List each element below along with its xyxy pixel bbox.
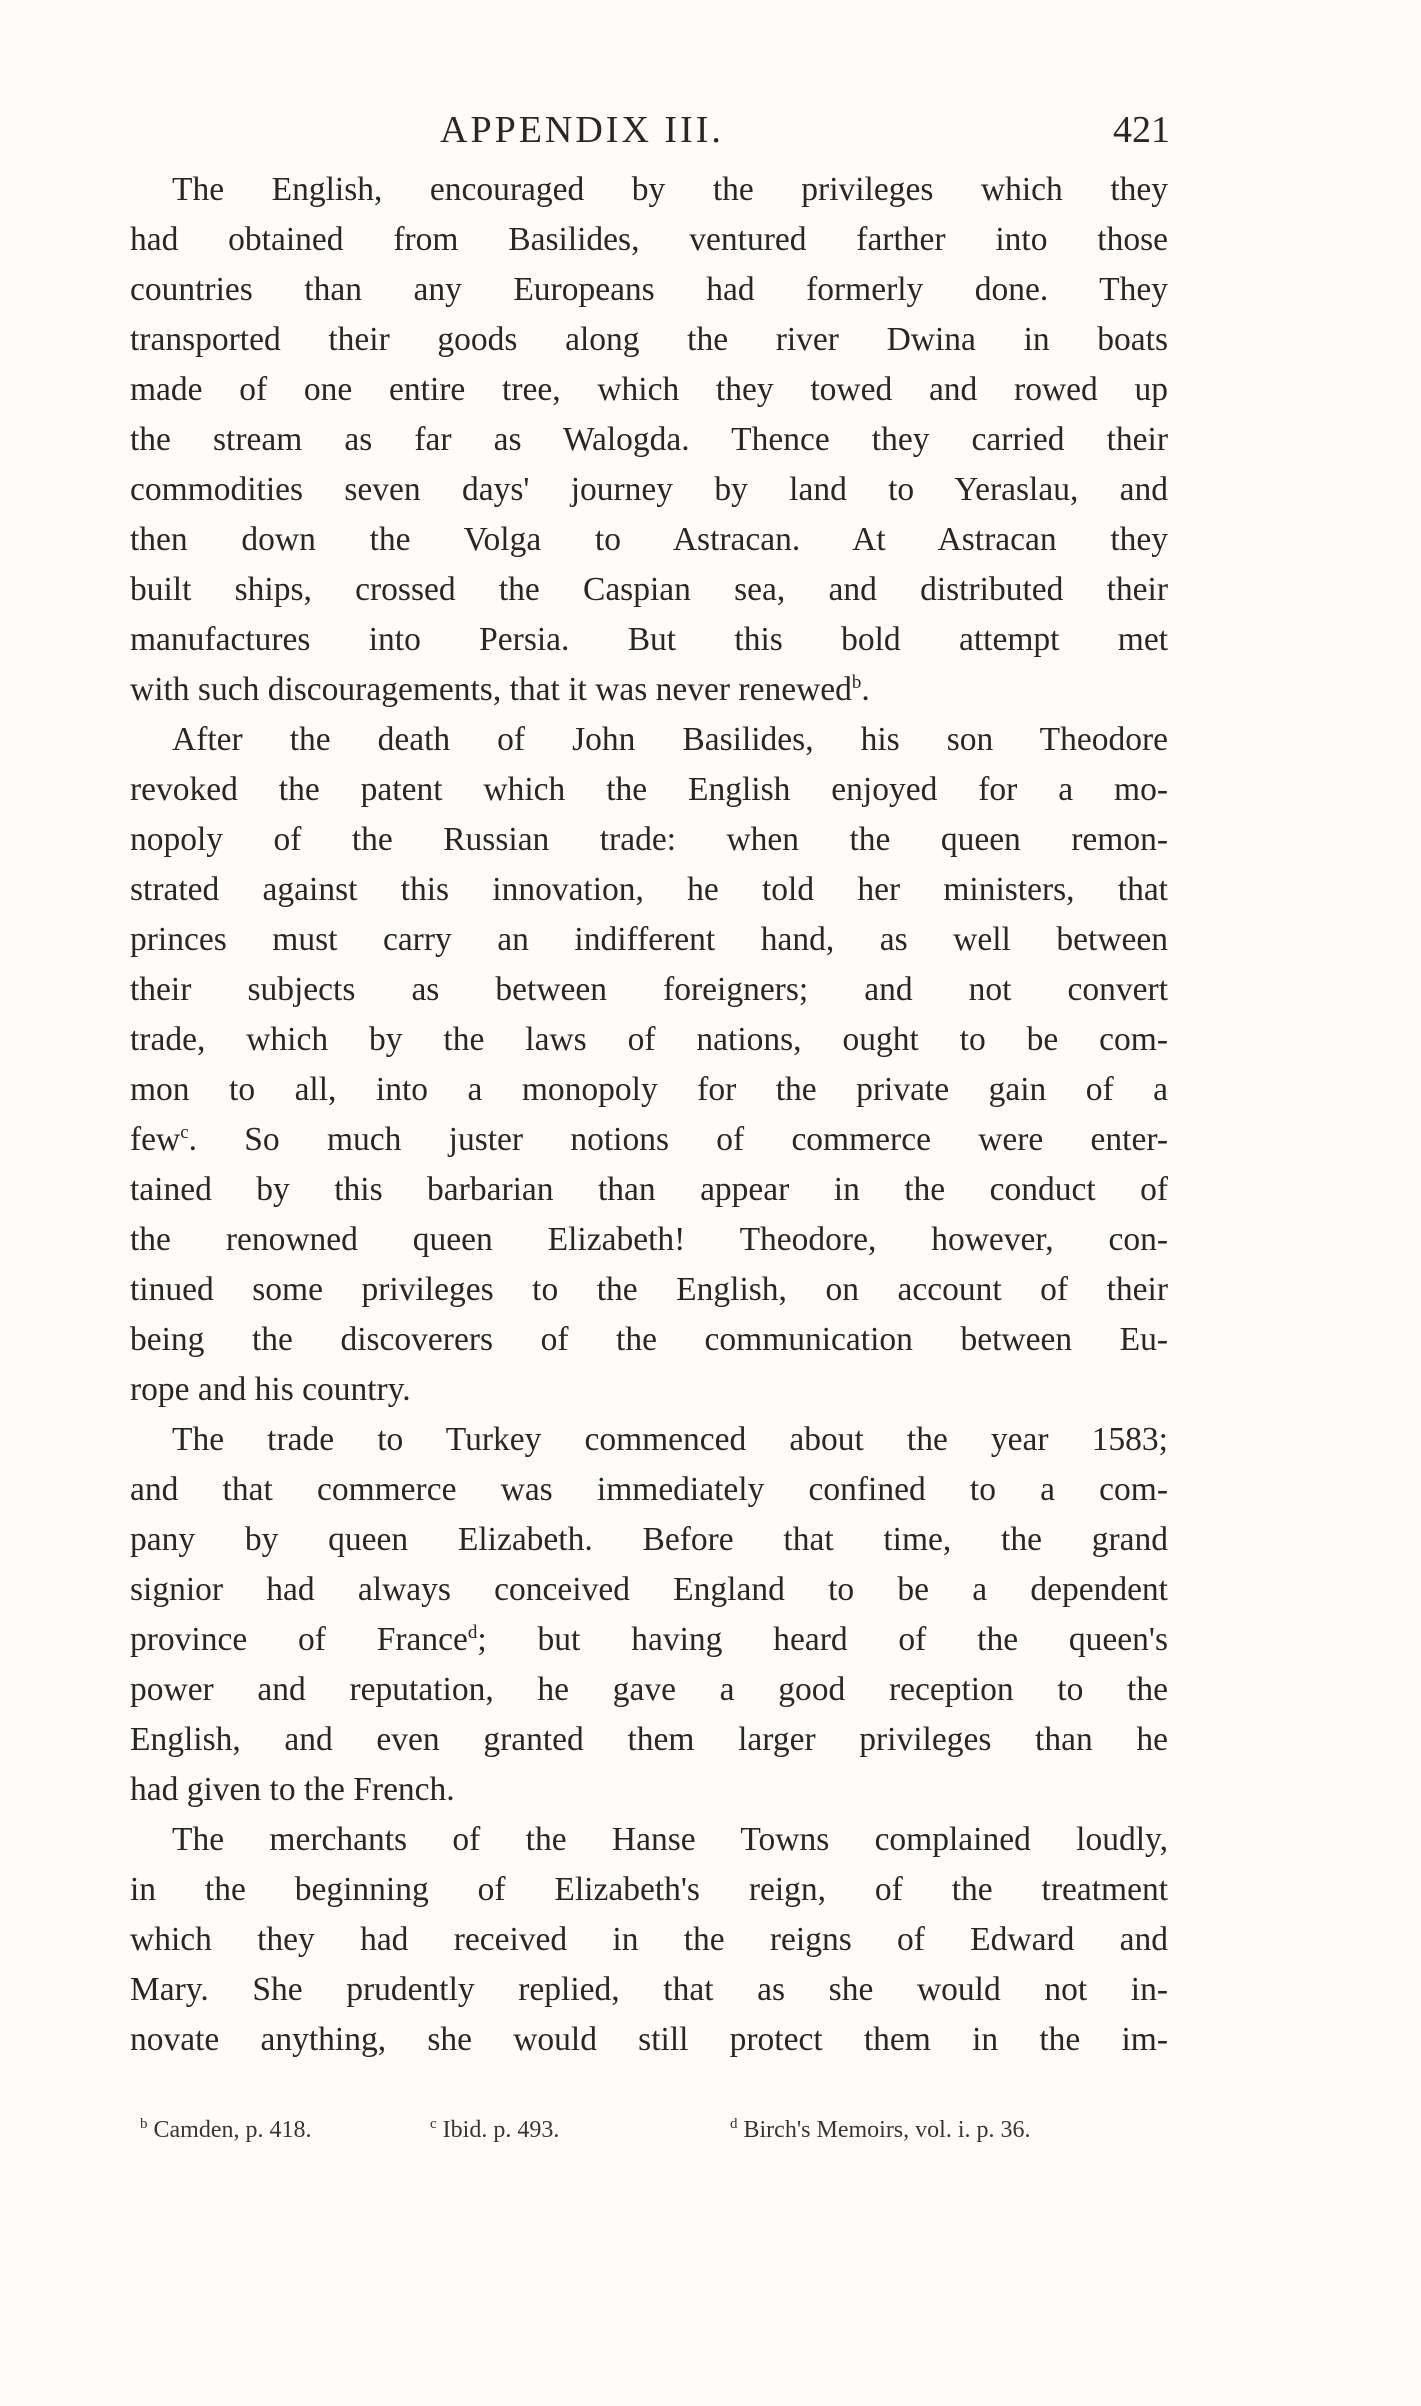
- line-text: their subjects as between foreigners; and not convert: [130, 971, 1168, 1008]
- line-text: the renowned queen Elizabeth! Theodore, however, con-: [130, 1221, 1168, 1258]
- line-text: built ships, crossed the Caspian sea, and distributed their: [130, 571, 1168, 608]
- footnote-reference[interactable]: c: [180, 1121, 189, 1143]
- text-line: [130, 1165, 1168, 1215]
- line-text: The merchants of the Hanse Towns complained loudly,: [172, 1821, 1168, 1858]
- text-line: [130, 465, 1168, 515]
- text-line: [130, 1915, 1168, 1965]
- text-line: [130, 765, 1168, 815]
- text-line: [130, 215, 1168, 265]
- line-text: few: [130, 1121, 181, 1158]
- text-line: [130, 265, 1168, 315]
- footnote-mark: c: [430, 2116, 437, 2132]
- body-text: [130, 165, 1168, 2065]
- line-text: novate anything, she would still protect them in the im-: [130, 2021, 1168, 2058]
- line-text: which they had received in the reigns of Edward and: [130, 1921, 1168, 1958]
- text-line: [130, 1515, 1168, 1565]
- text-line: [130, 1015, 1168, 1065]
- text-line: [130, 2015, 1168, 2065]
- footnote-d: [730, 2110, 1030, 2150]
- text-line: [130, 665, 1168, 715]
- line-text: then down the Volga to Astracan. At Astracan they: [130, 521, 1168, 558]
- text-line: [130, 1065, 1168, 1115]
- footnote-reference[interactable]: b: [851, 671, 862, 693]
- line-text: with such discouragements, that it was never renewed: [130, 671, 852, 708]
- text-line: [130, 1465, 1168, 1515]
- line-text: strated against this innovation, he told her ministers, that: [130, 871, 1168, 908]
- text-line: [130, 515, 1168, 565]
- line-text: trade, which by the laws of nations, ought to be com-: [130, 1021, 1168, 1058]
- text-line: [130, 365, 1168, 415]
- text-line: [130, 915, 1168, 965]
- footnote-reference[interactable]: d: [467, 1621, 478, 1643]
- text-line: [130, 1865, 1168, 1915]
- line-text: being the discoverers of the communication between Eu-: [130, 1321, 1168, 1358]
- paragraph-first-line: [130, 1815, 1168, 1865]
- line-text: revoked the patent which the English enjoyed for a mo-: [130, 771, 1168, 808]
- text-line: [130, 1765, 1168, 1815]
- line-text: The English, encouraged by the privileges which they: [172, 171, 1168, 208]
- text-line: [130, 815, 1168, 865]
- text-line: [130, 565, 1168, 615]
- line-text: After the death of John Basilides, his son Theodore: [172, 721, 1168, 758]
- text-line: [130, 1265, 1168, 1315]
- text-line: [130, 615, 1168, 665]
- line-text: tained by this barbarian than appear in the conduct of: [130, 1171, 1168, 1208]
- line-text: pany by queen Elizabeth. Before that time, the grand: [130, 1521, 1168, 1558]
- footnote-mark: b: [140, 2116, 148, 2132]
- text-line: [130, 1315, 1168, 1365]
- text-line: [130, 315, 1168, 365]
- running-head: [170, 108, 1170, 158]
- line-text: and that commerce was immediately confined to a com-: [130, 1471, 1168, 1508]
- line-text: had given to the French.: [130, 1771, 455, 1808]
- paragraph-first-line: [130, 165, 1168, 215]
- line-text: transported their goods along the river Dwina in boats: [130, 321, 1168, 358]
- text-line: [130, 1965, 1168, 2015]
- text-line: [130, 1215, 1168, 1265]
- text-line: [130, 1565, 1168, 1615]
- line-text: rope and his country.: [130, 1371, 411, 1408]
- line-text-continued: ; but having heard of the queen's: [477, 1621, 1168, 1658]
- footnote-c: [430, 2110, 559, 2150]
- line-text: countries than any Europeans had formerly done. They: [130, 271, 1168, 308]
- text-line: [130, 1365, 1168, 1415]
- line-text: manufactures into Persia. But this bold attempt met: [130, 621, 1168, 658]
- line-text-continued: . So much juster notions of commerce were enter-: [188, 1121, 1168, 1158]
- footnote-text: Camden, p. 418.: [153, 2117, 312, 2143]
- footnote-text: Ibid. p. 493.: [442, 2117, 560, 2143]
- footnote-mark: d: [730, 2116, 738, 2132]
- footnotes: [140, 2110, 1160, 2150]
- text-line: [130, 1615, 1168, 1665]
- running-title: APPENDIX III.: [440, 109, 724, 151]
- text-line: [130, 415, 1168, 465]
- line-text: English, and even granted them larger privileges than he: [130, 1721, 1168, 1758]
- footnote-text: Birch's Memoirs, vol. i. p. 36.: [743, 2117, 1031, 2143]
- line-text: in the beginning of Elizabeth's reign, of the treatment: [130, 1871, 1168, 1908]
- line-text: nopoly of the Russian trade: when the queen remon-: [130, 821, 1168, 858]
- line-text: Mary. She prudently replied, that as she would not in-: [130, 1971, 1168, 2008]
- line-text-continued: .: [861, 671, 870, 708]
- line-text: commodities seven days' journey by land to Yeraslau, and: [130, 471, 1168, 508]
- line-text: princes must carry an indifferent hand, as well between: [130, 921, 1168, 958]
- footnote-b: [140, 2110, 311, 2150]
- line-text: power and reputation, he gave a good reception to the: [130, 1671, 1168, 1708]
- line-text: made of one entire tree, which they towed and rowed up: [130, 371, 1168, 408]
- line-text: mon to all, into a monopoly for the private gain of a: [130, 1071, 1168, 1108]
- line-text: tinued some privileges to the English, on account of their: [130, 1271, 1168, 1308]
- text-line: [130, 1115, 1168, 1165]
- line-text: the stream as far as Walogda. Thence they carried their: [130, 421, 1168, 458]
- text-line: [130, 865, 1168, 915]
- line-text: province of France: [130, 1621, 468, 1658]
- page-number: 421: [1113, 109, 1170, 151]
- text-line: [130, 1715, 1168, 1765]
- text-line: [130, 1665, 1168, 1715]
- text-line: [130, 965, 1168, 1015]
- line-text: had obtained from Basilides, ventured farther into those: [130, 221, 1168, 258]
- line-text: The trade to Turkey commenced about the year 1583;: [172, 1421, 1168, 1458]
- paragraph-first-line: [130, 715, 1168, 765]
- line-text: signior had always conceived England to be a dependent: [130, 1571, 1168, 1608]
- paragraph-first-line: [130, 1415, 1168, 1465]
